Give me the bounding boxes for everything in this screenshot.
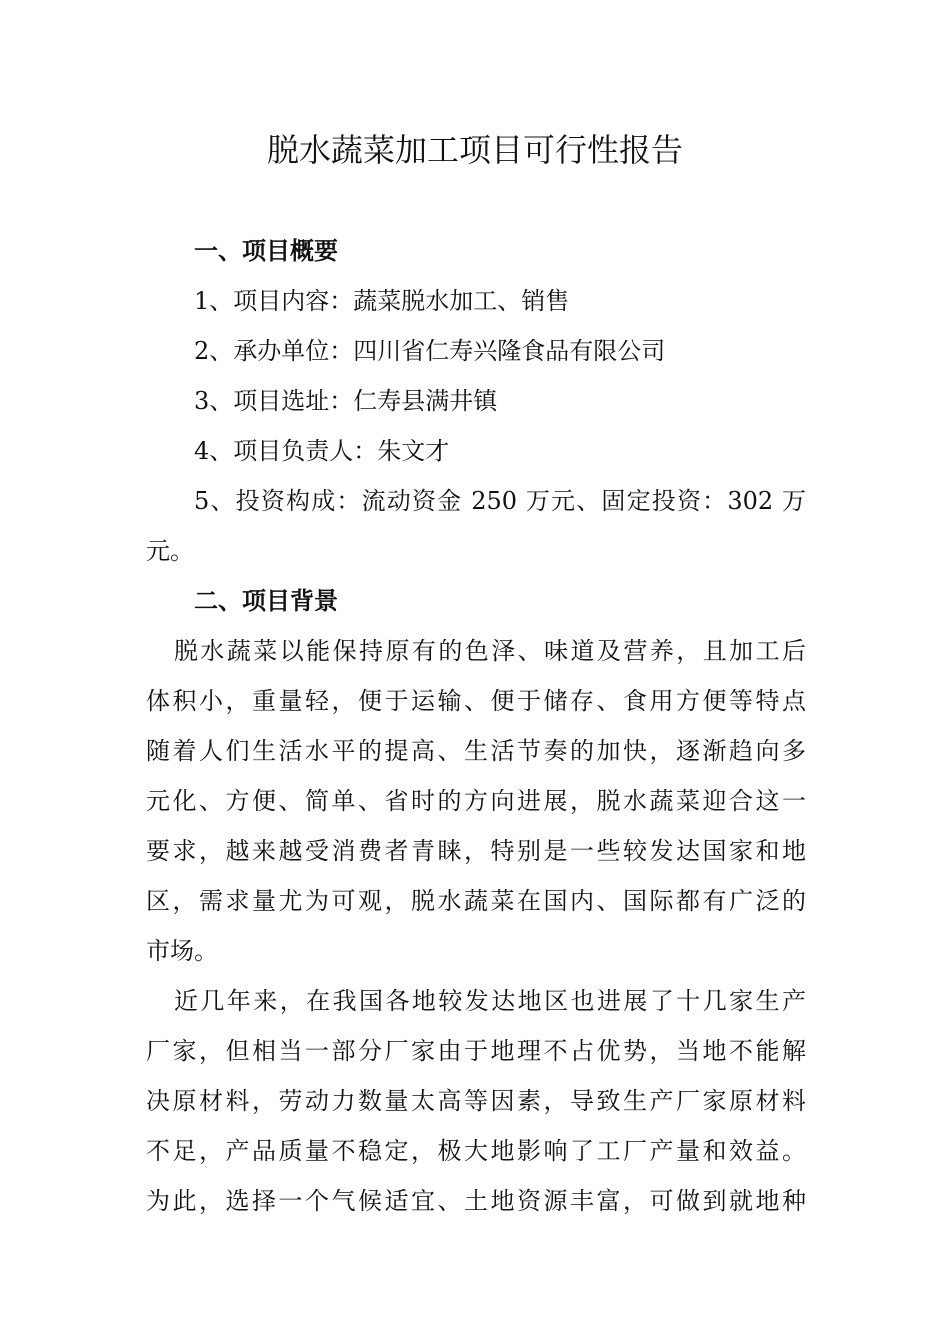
investment-line-1: 5、投资构成：流动资金 250 万元、固定投资：302 万 — [194, 487, 806, 515]
overview-item-leader: 4、项目负责人：朱文才 — [194, 437, 450, 465]
paragraph-line: 为此，选择一个气候适宜、土地资源丰富，可做到就地种 — [146, 1187, 806, 1215]
paragraph-line: 决原材料，劳动力数量太高等因素，导致生产厂家原材料 — [146, 1087, 806, 1115]
paragraph-line: 不足，产品质量不稳定，极大地影响了工厂产量和效益。 — [146, 1137, 806, 1165]
background-paragraph-2 — [146, 976, 806, 1226]
paragraph-line: 区，需求量尤为可观，脱水蔬菜在国内、国际都有广泛的 — [146, 887, 806, 915]
overview-item-location: 3、项目选址：仁寿县满井镇 — [194, 387, 498, 415]
paragraph-line: 脱水蔬菜以能保持原有的色泽、味道及营养，且加工后 — [174, 637, 806, 665]
document-body — [146, 226, 806, 1226]
document-title: 脱水蔬菜加工项目可行性报告 — [266, 131, 683, 169]
investment-line-2: 元。 — [146, 537, 194, 565]
background-paragraph-1 — [146, 626, 806, 976]
overview-item-investment — [146, 476, 806, 576]
paragraph-line: 近几年来，在我国各地较发达地区也进展了十几家生产 — [174, 987, 806, 1015]
overview-item-content: 1、项目内容：蔬菜脱水加工、销售 — [194, 287, 570, 315]
overview-item-organizer: 2、承办单位：四川省仁寿兴隆食品有限公司 — [194, 337, 666, 365]
paragraph-line: 厂家，但相当一部分厂家由于地理不占优势，当地不能解 — [146, 1037, 806, 1065]
paragraph-line: 市场。 — [146, 937, 218, 965]
section-heading-overview: 一、项目概要 — [194, 237, 338, 265]
paragraph-line: 要求，越来越受消费者青睐，特别是一些较发达国家和地 — [146, 837, 806, 865]
paragraph-line: 体积小，重量轻，便于运输、便于储存、食用方便等特点 — [146, 687, 806, 715]
paragraph-line: 元化、方便、简单、省时的方向进展，脱水蔬菜迎合这一 — [146, 787, 806, 815]
paragraph-line: 随着人们生活水平的提高、生活节奏的加快，逐渐趋向多 — [146, 737, 806, 765]
section-heading-background: 二、项目背景 — [194, 587, 338, 615]
